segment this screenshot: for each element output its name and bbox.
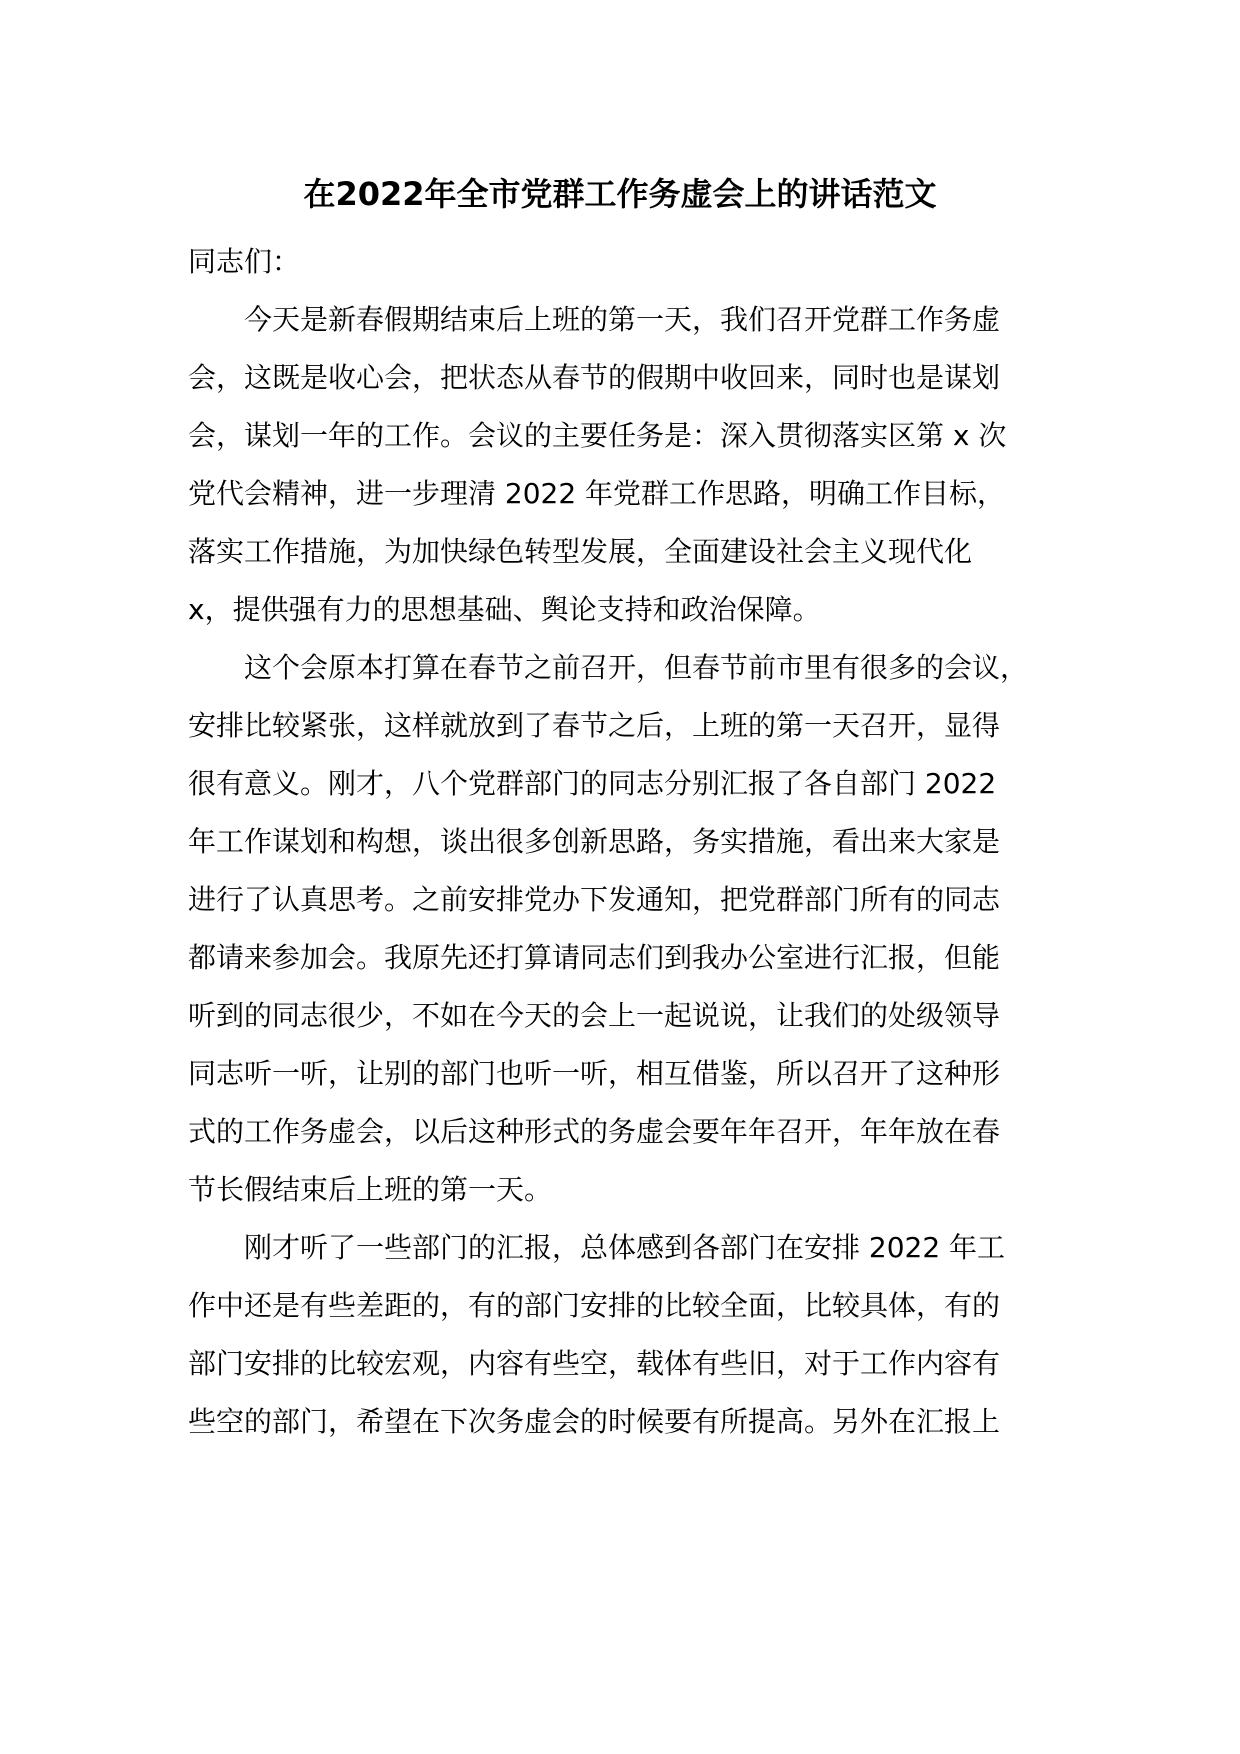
paragraph-line: 听到的同志很少，不如在今天的会上一起说说，让我们的处级领导 [188,999,1001,1032]
paragraph-line: 都请来参加会。我原先还打算请同志们到我办公室进行汇报，但能 [188,941,1001,974]
paragraph-first-line: 今天是新春假期结束后上班的第一天，我们召开党群工作务虚 [244,303,1001,336]
paragraph-line: 些空的部门，希望在下次务虚会的时候要有所提高。另外在汇报上 [188,1405,1001,1438]
paragraph-line: 安排比较紧张，这样就放到了春节之后，上班的第一天召开，显得 [188,709,1001,742]
document-title: 在2022年全市党群工作务虚会上的讲话范文 [303,175,937,213]
paragraph-line: 很有意义。刚才，八个党群部门的同志分别汇报了各自部门 2022 [188,767,997,800]
paragraph-line: 同志听一听，让别的部门也听一听，相互借鉴，所以召开了这种形 [188,1057,1001,1090]
paragraph-line: 会，这既是收心会，把状态从春节的假期中收回来，同时也是谋划 [188,361,1001,394]
paragraph-line: 落实工作措施，为加快绿色转型发展，全面建设社会主义现代化 [188,535,973,568]
paragraph-first-line: 刚才听了一些部门的汇报，总体感到各部门在安排 2022 年工 [244,1231,1006,1264]
paragraph-line: 节长假结束后上班的第一天。 [188,1173,553,1206]
paragraph-line: 部门安排的比较宏观，内容有些空，载体有些旧，对于工作内容有 [188,1347,1001,1380]
paragraph-line: 党代会精神，进一步理清 2022 年党群工作思路，明确工作目标， [188,477,1006,510]
salutation: 同志们： [188,245,301,278]
paragraph-line: x，提供强有力的思想基础、舆论支持和政治保障。 [188,593,821,626]
paragraph-first-line: 这个会原本打算在春节之前召开，但春节前市里有很多的会议， [244,651,1029,684]
paragraph-line: 年工作谋划和构想，谈出很多创新思路，务实措施，看出来大家是 [188,825,1001,858]
paragraph-line: 作中还是有些差距的，有的部门安排的比较全面，比较具体，有的 [188,1289,1001,1322]
paragraph-line: 进行了认真思考。之前安排党办下发通知，把党群部门所有的同志 [188,883,1001,916]
paragraph-line: 会，谋划一年的工作。会议的主要任务是：深入贯彻落实区第 x 次 [188,419,1007,452]
paragraph-line: 式的工作务虚会，以后这种形式的务虚会要年年召开，年年放在春 [188,1115,1001,1148]
